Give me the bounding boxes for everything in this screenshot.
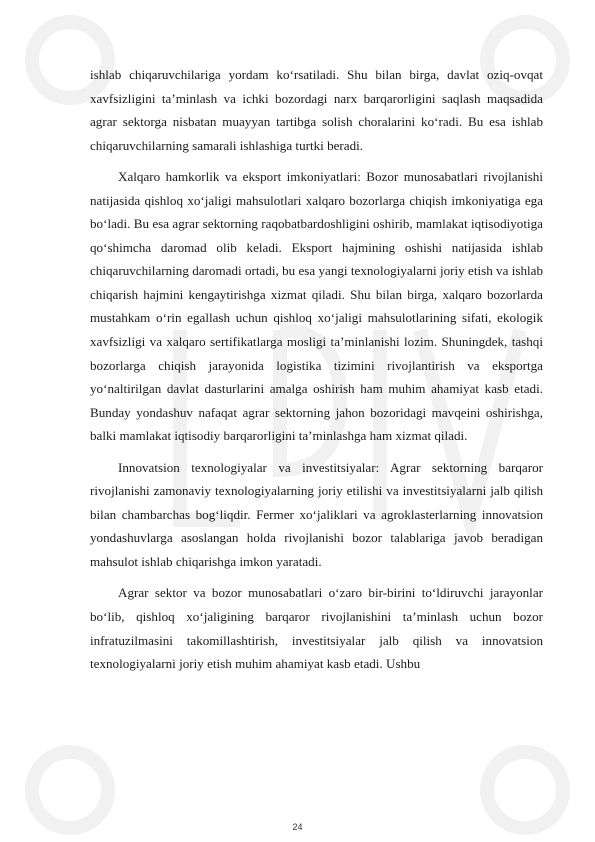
paragraph-agrar-market: Agrar sektor va bozor munosabatlari o‘zaro bir-birini to‘ldiruvchi jarayonlar bo‘lib, qishloq xo‘jaligining barqaror rivojlanishini ta’minlash uchun bozor infratuzilmasini takomillashtirish, investitsiyalar jalb qilish va innovatsion texnologiyalarni joriy etish muhim ahamiyat kasb etadi. Ushbu (90, 585, 543, 672)
paragraph-support: ishlab chiqaruvchilariga yordam ko‘rsatiladi. Shu bilan birga, davlat oziq-ovqat xavfsizligini ta’minlash va ichki bozordagi narx barqarorligini saqlash maqsadida agrar sektorga nisbatan muayyan tartibga solish choralarini ko‘radi. Bu esa ishlab chiqaruvchilarning samarali ishlashiga turtki beradi. (90, 67, 543, 153)
paragraph-innovation: Innovatsion texnologiyalar va investitsiyalar: Agrar sektorning barqaror rivojlanishi zamonaviy texnologiyalarning joriy etilishi va investitsiyalarni jalb qilish bilan chambarchas bog‘liqdir. Fermer xo‘jaliklari va agroklasterlarning innovatsion yondashuvlarga asoslangan holda rivojlanishi bozor talablariga javob beradigan mahsulot ishlab chiqarishga imkon yaratadi. (90, 459, 543, 569)
paragraph-international-cooperation: Xalqaro hamkorlik va eksport imkoniyatlari: Bozor munosabatlari rivojlanishi natijasida qishloq xo‘jaligi mahsulotlari xalqaro bozorlarga chiqish imkoniyatiga ega bo‘ladi. Bu esa agrar sektorning raqobatbardoshligini oshirib, mamlakat iqtisodiyotiga qo‘shimcha daromad olib keladi. Eksport hajmining oshishi natijasida ishlab chiqaruvchilarning daromadi ortadi, bu esa yangi texnologiyalarni joriy etish va ishlab chiqarish hajmini kengaytirishga xizmat qiladi. Shu bilan birga, xalqaro bozorlarda mustahkam o‘rin egallash uchun qishloq xo‘jaligi mahsulotlarining sifati, ekologik xavfsizligi va xalqaro sertifikatlarga mosligi ta’minlanishi lozim. Shuningdek, tashqi bozorlarga chiqish jarayonida logistika tizimini rivojlantirish va eksportga yo‘naltirilgan davlat dasturlarini amalga oshirish ham muhim ahamiyat kasb etadi. Bunday yondashuv nafaqat agrar sektorning jahon bozoridagi mavqeini oshirishga, balki mamlakat iqtisodiy barqarorligini ta’minlashga ham xizmat qiladi. (90, 169, 543, 444)
document-body (90, 63, 543, 676)
page-number: 24 (292, 822, 303, 832)
